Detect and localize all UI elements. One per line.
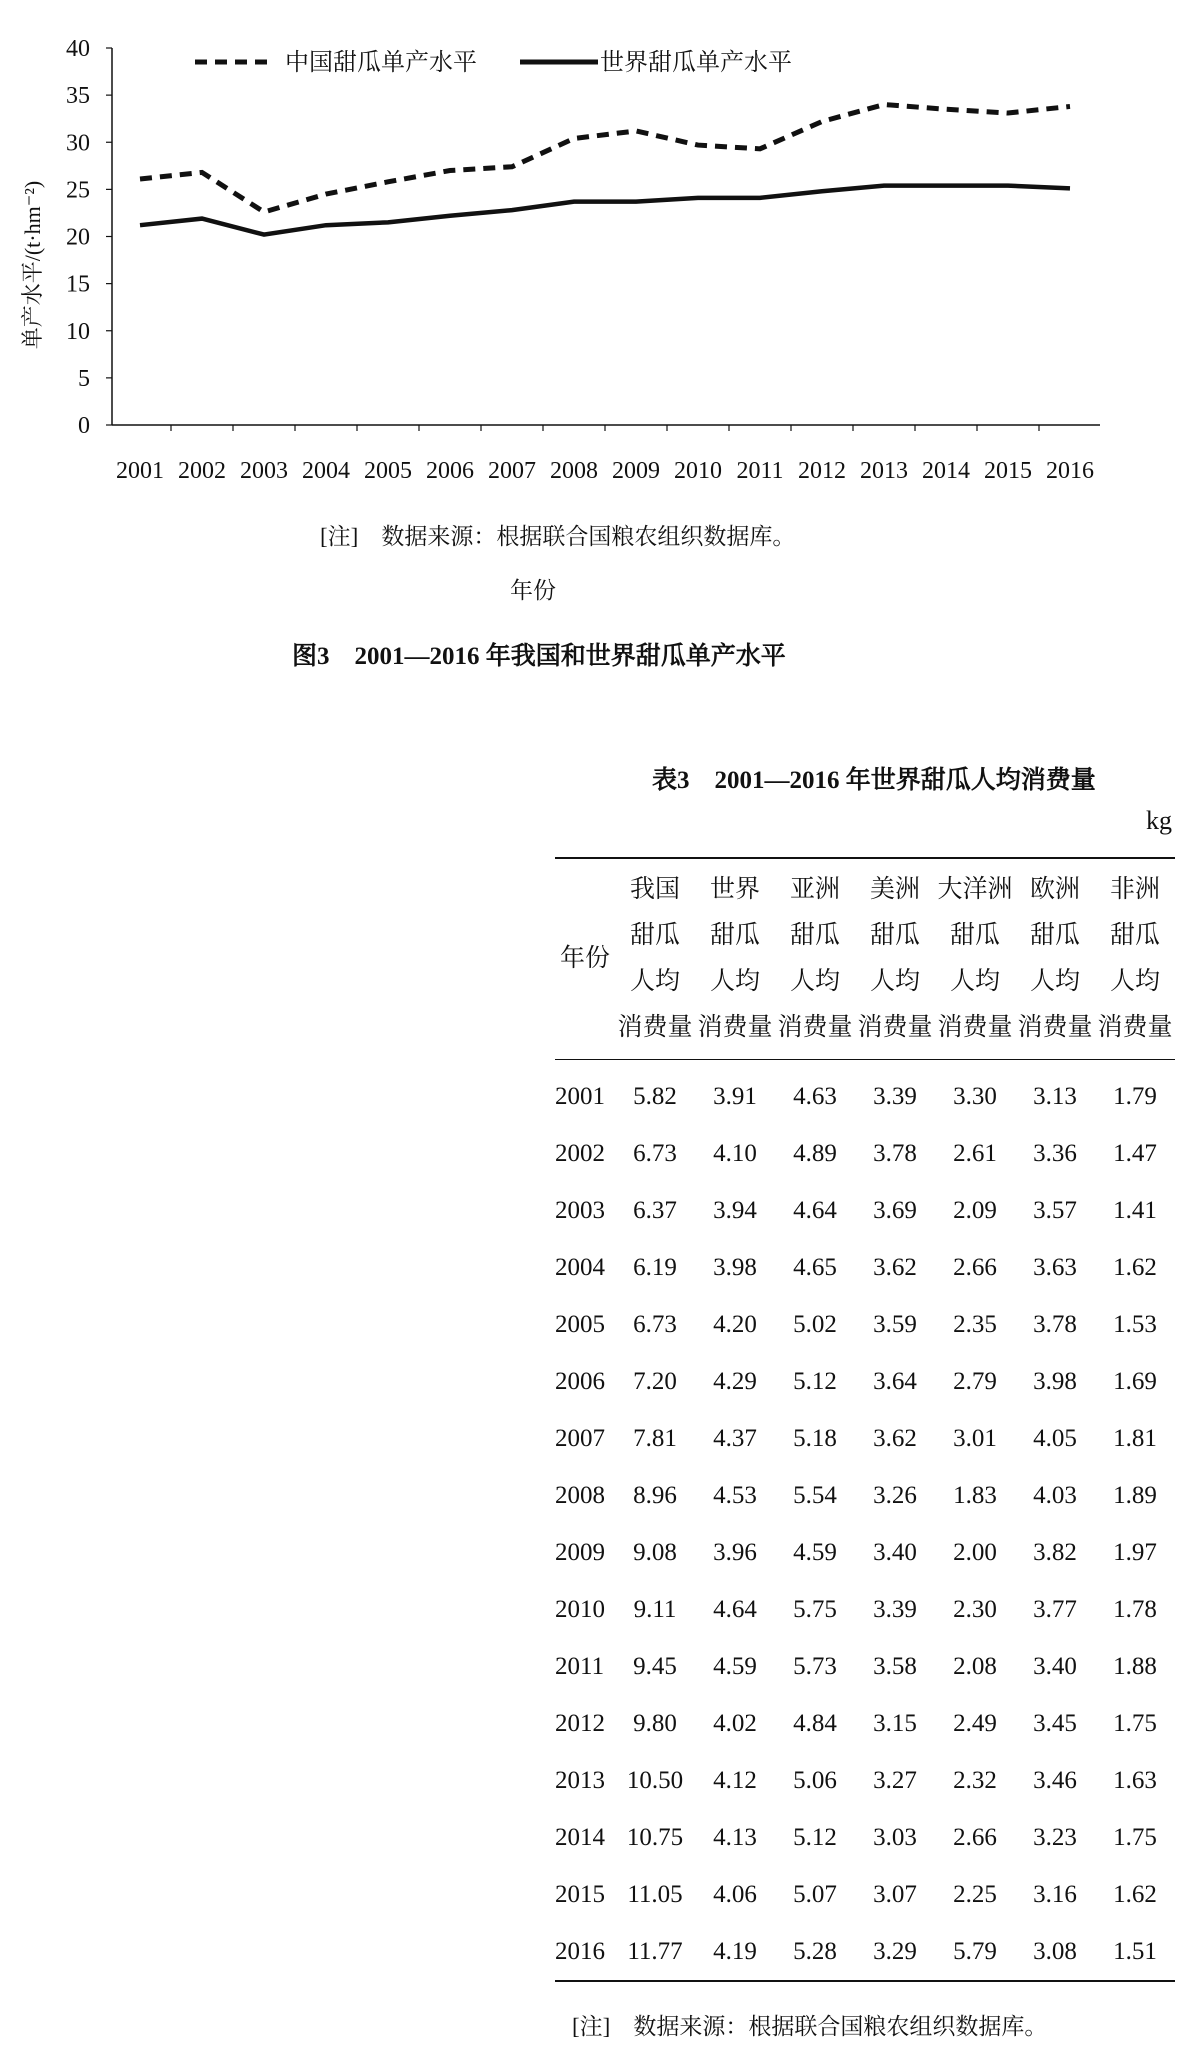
x-tick-label: 2016 <box>1046 458 1094 484</box>
table-cell: 1.78 <box>1113 1595 1157 1623</box>
table-header-text: 甜瓜 <box>629 922 680 949</box>
table-cell: 1.63 <box>1113 1766 1157 1794</box>
table-cell: 3.03 <box>873 1823 917 1851</box>
table-header-col <box>855 858 935 1060</box>
table-cell: 3.78 <box>1033 1310 1077 1338</box>
table-cell: 4.05 <box>1033 1424 1077 1452</box>
table-cell: 3.62 <box>873 1424 917 1452</box>
table-header-text: 甜瓜 <box>869 922 920 949</box>
x-tick-label: 2009 <box>612 458 660 484</box>
table-unit: kg <box>1146 806 1172 835</box>
table-cell: 2.09 <box>953 1196 997 1224</box>
table-cell: 2.30 <box>953 1595 997 1623</box>
table-cell: 2.32 <box>953 1766 997 1794</box>
table-cell: 9.08 <box>633 1538 677 1566</box>
table-cell: 2.61 <box>953 1139 997 1167</box>
table-header-col <box>1095 858 1175 1060</box>
table-cell: 4.84 <box>793 1709 837 1737</box>
table-cell: 10.75 <box>626 1823 684 1851</box>
table-row <box>555 1581 1175 1638</box>
table-header-text: 人均 <box>629 968 680 995</box>
table-header-year: 年份 <box>559 945 610 972</box>
table-cell: 3.40 <box>873 1538 917 1566</box>
table-row <box>555 1695 1175 1752</box>
table-cell-year: 2004 <box>555 1253 605 1281</box>
table-row <box>555 1467 1175 1524</box>
table-cell: 3.15 <box>873 1709 917 1737</box>
table-header-text: 消费量 <box>937 1014 1013 1041</box>
table-row <box>555 1752 1175 1809</box>
table-cell: 2.00 <box>953 1538 997 1566</box>
table-header-text: 人均 <box>1029 968 1080 995</box>
table-caption: 表3 2001—2016 年世界甜瓜人均消费量 <box>652 767 1096 794</box>
y-tick-label: 10 <box>66 318 90 345</box>
table-cell: 3.40 <box>1033 1652 1077 1680</box>
table-cell: 1.89 <box>1113 1481 1157 1509</box>
y-tick-label: 15 <box>66 271 90 298</box>
figure-x-axis-label: 年份 <box>510 578 556 603</box>
y-tick-label: 0 <box>78 413 90 439</box>
figure-source-note: [注] 数据来源：根据联合国粮农组织数据库。 <box>320 524 796 549</box>
y-tick-label: 25 <box>66 177 90 204</box>
table-cell: 2.08 <box>953 1652 997 1680</box>
table-cell: 4.63 <box>793 1082 837 1110</box>
table-body <box>555 1060 1175 1982</box>
table-cell: 3.29 <box>873 1937 917 1965</box>
table-cell: 3.26 <box>873 1481 917 1509</box>
y-tick-label: 30 <box>66 130 90 157</box>
table-cell: 4.29 <box>713 1367 757 1395</box>
x-tick-label: 2004 <box>302 458 350 484</box>
table-header-text: 人均 <box>709 968 760 995</box>
table-cell: 1.88 <box>1113 1652 1157 1680</box>
table-cell: 3.98 <box>713 1253 757 1281</box>
x-tick-label: 2007 <box>488 458 536 484</box>
table-cell: 4.13 <box>713 1823 757 1851</box>
legend-label: 世界甜瓜单产水平 <box>600 50 792 76</box>
table-cell: 3.46 <box>1033 1766 1077 1794</box>
table-cell-year: 2008 <box>555 1481 605 1509</box>
table-cell: 4.89 <box>793 1139 837 1167</box>
x-tick-label: 2014 <box>922 458 970 484</box>
table-cell: 1.79 <box>1113 1082 1157 1110</box>
table-cell: 1.51 <box>1113 1937 1157 1965</box>
table-cell: 5.79 <box>953 1937 997 1965</box>
table-cell: 5.18 <box>793 1424 837 1452</box>
chart-axes <box>112 48 1100 425</box>
table-header-text: 欧洲 <box>1029 876 1080 903</box>
chart-ticks <box>66 36 1094 484</box>
table-header-text: 消费量 <box>697 1014 773 1041</box>
chart-lines <box>140 105 1070 235</box>
table-cell: 3.98 <box>1033 1367 1077 1395</box>
y-axis-label: 单产水平/(t·hm⁻²) <box>20 180 45 350</box>
figure-caption: 图3 2001—2016 年我国和世界甜瓜单产水平 <box>292 643 786 670</box>
table-cell: 3.23 <box>1033 1823 1077 1851</box>
table-cell: 6.19 <box>633 1253 677 1281</box>
table-cell-year: 2005 <box>555 1310 605 1338</box>
table-header-col <box>695 858 775 1060</box>
table-header-text: 甜瓜 <box>789 922 840 949</box>
table-cell-year: 2013 <box>555 1766 605 1794</box>
table-cell: 3.01 <box>953 1424 997 1452</box>
table-row <box>555 1866 1175 1923</box>
table-row <box>555 1524 1175 1581</box>
table-row <box>555 1296 1175 1353</box>
table-header-text: 甜瓜 <box>949 922 1000 949</box>
table-cell: 3.39 <box>873 1082 917 1110</box>
x-tick-label: 2002 <box>178 458 226 484</box>
table-header-text: 人均 <box>1109 968 1160 995</box>
x-tick-label: 2013 <box>860 458 908 484</box>
table-cell-year: 2002 <box>555 1139 605 1167</box>
table-header-text: 甜瓜 <box>1029 922 1080 949</box>
table-cell: 3.13 <box>1033 1082 1077 1110</box>
table-header-text: 甜瓜 <box>1109 922 1160 949</box>
table-cell: 8.96 <box>633 1481 677 1509</box>
table-cell: 3.30 <box>953 1082 997 1110</box>
table-header-text: 美洲 <box>869 876 920 903</box>
table-cell: 1.53 <box>1113 1310 1157 1338</box>
legend-label: 中国甜瓜单产水平 <box>285 50 477 76</box>
x-tick-label: 2003 <box>240 458 288 484</box>
table-cell: 3.63 <box>1033 1253 1077 1281</box>
table-cell-year: 2001 <box>555 1082 605 1110</box>
table-cell: 1.62 <box>1113 1880 1157 1908</box>
table-cell: 4.59 <box>793 1538 837 1566</box>
table-cell-year: 2014 <box>555 1823 605 1851</box>
table-cell: 1.75 <box>1113 1709 1157 1737</box>
y-tick-label: 35 <box>66 83 90 110</box>
table-cell: 4.53 <box>713 1481 757 1509</box>
x-tick-label: 2012 <box>798 458 846 484</box>
table-cell: 3.64 <box>873 1367 917 1395</box>
table-cell: 1.75 <box>1113 1823 1157 1851</box>
table-cell: 9.80 <box>633 1709 677 1737</box>
table-cell-year: 2016 <box>555 1937 605 1965</box>
chart-legend <box>195 49 792 76</box>
table-cell: 4.65 <box>793 1253 837 1281</box>
table-cell: 9.45 <box>633 1652 677 1680</box>
table-cell: 5.73 <box>793 1652 837 1680</box>
table-cell: 3.94 <box>713 1196 757 1224</box>
table-cell-year: 2007 <box>555 1424 605 1452</box>
table-header-text: 人均 <box>869 968 920 995</box>
table-header-text: 人均 <box>949 968 1000 995</box>
table-header-text: 消费量 <box>1017 1014 1093 1041</box>
table-header-text: 甜瓜 <box>709 922 760 949</box>
table-row <box>555 1125 1175 1182</box>
table-cell: 5.12 <box>793 1823 837 1851</box>
table-header-text: 世界 <box>709 876 760 903</box>
x-tick-label: 2010 <box>674 458 722 484</box>
table-row <box>555 1353 1175 1410</box>
table-cell: 2.49 <box>953 1709 997 1737</box>
table-cell: 3.45 <box>1033 1709 1077 1737</box>
table-cell: 7.81 <box>633 1424 677 1452</box>
table-cell: 4.64 <box>793 1196 837 1224</box>
table-row <box>555 1923 1175 1981</box>
table-cell: 4.20 <box>713 1310 757 1338</box>
table-cell: 11.77 <box>627 1937 683 1965</box>
y-tick-label: 40 <box>66 36 90 62</box>
table-cell: 1.69 <box>1113 1367 1157 1395</box>
table-header-text: 消费量 <box>857 1014 933 1041</box>
table-cell: 2.79 <box>953 1367 997 1395</box>
table-cell: 6.37 <box>633 1196 677 1224</box>
table-cell: 5.28 <box>793 1937 837 1965</box>
table-cell: 9.11 <box>633 1595 677 1623</box>
table-cell: 5.12 <box>793 1367 837 1395</box>
table-cell: 3.78 <box>873 1139 917 1167</box>
table-cell-year: 2006 <box>555 1367 605 1395</box>
china-yield-line <box>140 105 1070 212</box>
table-cell: 4.64 <box>713 1595 757 1623</box>
table-header-text: 消费量 <box>1097 1014 1173 1041</box>
table-header-text: 我国 <box>629 876 680 903</box>
table-header-text: 消费量 <box>617 1014 693 1041</box>
table-cell: 5.02 <box>793 1310 837 1338</box>
x-tick-label: 2005 <box>364 458 412 484</box>
table-row <box>555 1638 1175 1695</box>
table-cell-year: 2011 <box>555 1652 605 1680</box>
table-source-note: [注] 数据来源：根据联合国粮农组织数据库。 <box>572 2014 1048 2039</box>
x-tick-label: 2011 <box>736 458 784 484</box>
table-cell: 4.37 <box>713 1424 757 1452</box>
table-cell: 4.59 <box>713 1652 757 1680</box>
table-cell: 3.62 <box>873 1253 917 1281</box>
table-cell: 3.58 <box>873 1652 917 1680</box>
table-cell: 5.06 <box>793 1766 837 1794</box>
table-row <box>555 1809 1175 1866</box>
consumption-table <box>555 857 1175 1982</box>
table-header-col <box>775 858 855 1060</box>
table-cell: 3.39 <box>873 1595 917 1623</box>
table-cell: 4.02 <box>713 1709 757 1737</box>
table-cell: 11.05 <box>627 1880 683 1908</box>
table-header-col <box>935 858 1015 1060</box>
x-tick-label: 2001 <box>116 458 164 484</box>
y-tick-label: 20 <box>66 224 90 251</box>
table-cell: 4.10 <box>713 1139 757 1167</box>
table-cell: 5.75 <box>793 1595 837 1623</box>
table-cell: 3.69 <box>873 1196 917 1224</box>
x-tick-label: 2008 <box>550 458 598 484</box>
table-cell: 4.06 <box>713 1880 757 1908</box>
x-tick-label: 2015 <box>984 458 1032 484</box>
legend-item <box>520 49 792 76</box>
table-cell-year: 2010 <box>555 1595 605 1623</box>
table-row <box>555 1182 1175 1239</box>
table-cell: 1.81 <box>1113 1424 1157 1452</box>
table-cell: 1.47 <box>1113 1139 1157 1167</box>
table-cell: 7.20 <box>633 1367 677 1395</box>
table-cell: 6.73 <box>633 1310 677 1338</box>
table-cell: 5.82 <box>633 1082 677 1110</box>
table-cell: 3.57 <box>1033 1196 1077 1224</box>
table-cell: 1.83 <box>953 1481 997 1509</box>
table-cell: 1.41 <box>1113 1196 1157 1224</box>
legend-item <box>195 49 477 76</box>
table-header-text: 消费量 <box>777 1014 853 1041</box>
table-cell-year: 2015 <box>555 1880 605 1908</box>
table-cell: 3.16 <box>1033 1880 1077 1908</box>
table-header-col <box>615 858 695 1060</box>
table-row <box>555 1060 1175 1126</box>
table-cell: 3.07 <box>873 1880 917 1908</box>
table-cell: 2.66 <box>953 1253 997 1281</box>
table-cell: 3.96 <box>713 1538 757 1566</box>
table-cell-year: 2003 <box>555 1196 605 1224</box>
table-cell-year: 2012 <box>555 1709 605 1737</box>
table-cell: 1.62 <box>1113 1253 1157 1281</box>
table-header-col <box>1015 858 1095 1060</box>
table-header-text: 人均 <box>789 968 840 995</box>
table-header-text: 非洲 <box>1109 876 1160 903</box>
table-cell: 2.66 <box>953 1823 997 1851</box>
table-cell: 1.97 <box>1113 1538 1157 1566</box>
table-row <box>555 1239 1175 1296</box>
table-cell: 5.54 <box>793 1481 837 1509</box>
table-cell: 3.82 <box>1033 1538 1077 1566</box>
table-cell: 5.07 <box>793 1880 837 1908</box>
table-cell: 3.08 <box>1033 1937 1077 1965</box>
table-cell: 2.35 <box>953 1310 997 1338</box>
table-cell: 4.03 <box>1033 1481 1077 1509</box>
table-cell: 3.59 <box>873 1310 917 1338</box>
yield-line-chart <box>0 0 1200 600</box>
table-header-text: 亚洲 <box>789 876 840 903</box>
table-header-text: 大洋洲 <box>937 876 1013 903</box>
y-tick-label: 5 <box>78 365 90 392</box>
table-row <box>555 1410 1175 1467</box>
table-cell-year: 2009 <box>555 1538 605 1566</box>
table-cell: 3.27 <box>873 1766 917 1794</box>
table-cell: 4.19 <box>713 1937 757 1965</box>
table-cell: 3.36 <box>1033 1139 1077 1167</box>
table-header-row <box>555 858 1175 1060</box>
table-cell: 2.25 <box>953 1880 997 1908</box>
table-cell: 3.77 <box>1033 1595 1077 1623</box>
table-cell: 4.12 <box>713 1766 757 1794</box>
table-cell: 3.91 <box>713 1082 757 1110</box>
table-cell: 6.73 <box>633 1139 677 1167</box>
x-tick-label: 2006 <box>426 458 474 484</box>
table-cell: 10.50 <box>626 1766 684 1794</box>
